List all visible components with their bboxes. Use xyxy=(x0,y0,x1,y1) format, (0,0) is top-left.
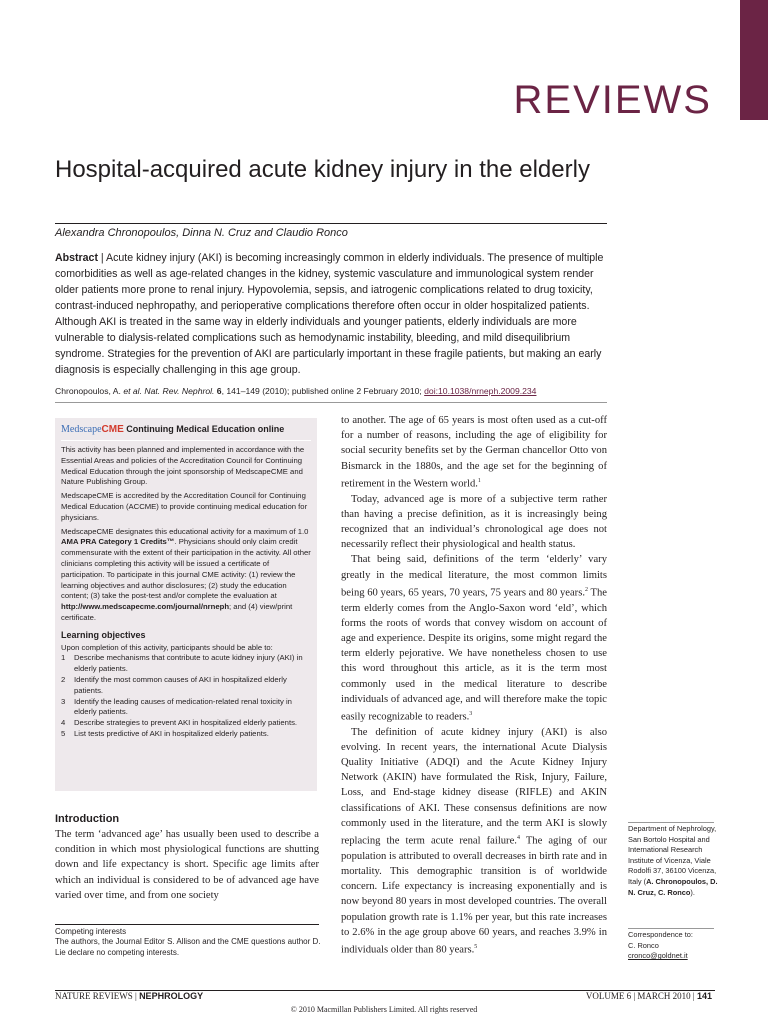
medscape-logo: Medscape xyxy=(61,424,102,435)
body-paragraph: Today, advanced age is more of a subjective term rather than having a precise definition, as it is increasingly being recognized that an individual’s chronological age does not necessarily reflect their physiological and health status. xyxy=(341,493,607,551)
list-item: 5 List tests predictive of AKI in hospitalized elderly patients. xyxy=(61,728,269,738)
copyright: © 2010 Macmillan Publishers Limited. All rights reserved xyxy=(290,1005,478,1014)
reference-marker[interactable]: 1 xyxy=(477,477,481,484)
correspondence-name: C. Ronco xyxy=(628,940,659,950)
learning-objectives-list xyxy=(61,653,313,739)
body-column-2 xyxy=(341,413,607,958)
section-color-bar xyxy=(740,0,768,120)
affiliation: Department of Nephrology, San Bortolo Hospital and International Research Institute of Vicenza, Viale Rodolfi 37, 36100 Vicenza, Italy (A. Chronopoulos, D. N. Cruz, C. Ronco). xyxy=(628,824,718,897)
reference-marker[interactable]: 2 xyxy=(585,586,588,593)
citation: Chronopoulos, A. et al. Nat. Rev. Nephrol. 6, 141–149 (2010); published online 2 February 2010; doi:10.1038/nrneph.2009.234 xyxy=(55,386,537,396)
article-title: Hospital-acquired acute kidney injury in the elderly xyxy=(55,156,590,183)
correspondence-label: Correspondence to: xyxy=(628,930,693,939)
reference-marker[interactable]: 5 xyxy=(474,944,478,951)
cme-url[interactable]: http://www.medscapecme.com/journal/nrneph xyxy=(61,602,230,612)
body-paragraph: That being said, definitions of the term ‘elderly’ vary greatly in the medical literature, the most common limits being 60 years, 65 years, 70 years, 75 years and 80 years.$^2$ The term elderly comes from the Anglo-Saxon word ‘eld’, which forms the roots of words that convey wisdom on account of age and experience. Despite its origins, some might regard the term elderly pejorative. We have nonetheless chosen to use this word throughout this article, as it is the term most commonly used in the medical literature to describe individuals of advanced age, and will therefore make the topic easily recognizable to readers.$^3$ xyxy=(341,554,607,723)
competing-interests-text: The authors, the Journal Editor S. Allison and the CME questions author D. Lie declare no competing interests. xyxy=(55,937,321,957)
learning-objectives-intro: Upon completion of this activity, participants should be able to: xyxy=(61,642,273,652)
abstract-text: Acute kidney injury (AKI) is becoming increasingly common in elderly individuals. The presence of multiple comorbidities as well as age-related changes in the kidney, systemic vasculature and immunological system render older patients more prone to renal injury. Hypovolemia, sepsis, and iatrogenic complications related to drug toxicity, contrast-induced nephropathy, and perioperative complications therefore often occur in older hospitalized patients. Although AKI is treated in the same way in elderly individuals and younger patients, elderly individuals are more vulnerable to dialysis-related complications such as hemodynamic instability, bleeding, and mild disequilibrium syndrome. Strategies for the prevention of AKI are particularly important in these fragile patients, but making an early diagnosis is especially challenging in this age group. xyxy=(55,252,604,376)
introduction-heading: Introduction xyxy=(55,813,120,825)
body-paragraph: The definition of acute kidney injury (AKI) is also evolving. In recent years, the international Acute Dialysis Quality Initiative (ADQI) and the Acute Kidney Injury Network (AKIN) have formulated the Risk, Injury, Failure, Loss, and End-stage kidney disease (RIFLE) and AKIN classifications of AKI. These consensus definitions are now commonly used in the literature, and the term AKI is slowly replacing the term acute renal failure.$^4$ The aging of our population is attributed to overall decreases in birth rate and in mortality. This demographic transition is of worldwide concern. Life expectancy is increasing exponentially and is now beyond 80 years in most developed countries. The overall population growth rate is 1.1% per year, but this rate increases to 2.6% in the age group above 60 years, and reaches 3.9% in individuals older than 80 years.$^5$ xyxy=(341,726,607,956)
cme-body xyxy=(61,445,313,740)
page-number: 141 xyxy=(696,991,712,1001)
cme-title: Continuing Medical Education online xyxy=(126,424,285,434)
introduction-text: The term ‘advanced age’ has usually been used to describe a condition in which most physiological functions are shutting down and life expectancy is short. Specific age limits after which an individual is considered to be of advanced age have varied over time, and from one society xyxy=(55,829,319,901)
cme-divider xyxy=(61,440,311,441)
competing-interests-heading: Competing interests xyxy=(55,927,127,936)
list-item: 2 Identify the most common causes of AKI in hospitalized elderly patients. xyxy=(61,674,287,695)
cme-paragraph: MedscapeCME designates this educational activity for a maximum of 1.0 AMA PRA Category 1 Credits™. Physicians should only claim credit commensurate with the extent of their participation in the activity. All other clinicians completing this activity will be issued a certificate of participation. To participate in this journal CME activity: (1) review the learning objectives and author disclosures; (2) study the education content; (3) take the post-test and/or complete the evaluation at http://www.medscapecme.com/journal/nrneph; and (4) view/print certificate. xyxy=(61,526,311,622)
section-label: REVIEWS xyxy=(513,78,712,122)
reference-marker[interactable]: 3 xyxy=(469,710,473,717)
cme-paragraph: This activity has been planned and implemented in accordance with the Essential Areas and policies of the Accreditation Council for Continuing Medical Education through the joint sponsorship of MedscapeCME and Nature Publishing Group. xyxy=(61,445,305,487)
abstract: Abstract | Acute kidney injury (AKI) is becoming increasingly common in elderly individuals. The presence of multiple comorbidities as well as age-related changes in the kidney, systemic vasculature and immunological system render older patients more prone to renal injury. Hypovolemia, sepsis, and iatrogenic complications related to drug toxicity, contrast-induced nephropathy, and perioperative complications therefore often occur in older hospitalized patients. Although AKI is treated in the same way in elderly individuals and younger patients, elderly individuals are more vulnerable to dialysis-related complications such as hemodynamic instability, bleeding, and mild disequilibrium syndrome. Strategies for the prevention of AKI are particularly important in these fragile patients, but making an early diagnosis is especially challenging in this age group. xyxy=(55,252,604,376)
cme-paragraph: MedscapeCME is accredited by the Accreditation Council for Continuing Medical Education (ACCME) to provide continuing medical education for physicians. xyxy=(61,491,308,522)
correspondence-email[interactable]: cronco@goldnet.it xyxy=(628,951,688,961)
correspondence-rule xyxy=(628,928,714,929)
title-rule xyxy=(55,223,607,224)
footer-journal: NATURE REVIEWS | NEPHROLOGY xyxy=(55,991,204,1001)
correspondence xyxy=(628,930,718,962)
cme-logo: CME xyxy=(101,424,124,435)
reference-marker[interactable]: 4 xyxy=(516,835,520,842)
list-item: 4 Describe strategies to prevent AKI in hospitalized elderly patients. xyxy=(61,718,298,728)
doi-link[interactable]: doi:10.1038/nrneph.2009.234 xyxy=(424,386,537,396)
body-paragraph: to another. The age of 65 years is most often used as a cut-off for a number of reasons, including the age of eligibility for social security benefits set by the German chancellor Otto von Bismarck in the 1880s, and the age set for the beginning of retirement in the Western world.$^1$ xyxy=(341,415,607,490)
abstract-label: Abstract xyxy=(55,252,98,264)
list-item: 3 Identify the leading causes of medication-related renal toxicity in elderly patients. xyxy=(61,696,292,717)
footer-volume-info: VOLUME 6 | MARCH 2010 | 141 xyxy=(585,991,712,1001)
cme-box xyxy=(55,418,317,791)
learning-objectives-heading: Learning objectives xyxy=(61,629,146,640)
list-item: 1 Describe mechanisms that contribute to acute kidney injury (AKI) in elderly patients. xyxy=(61,653,303,674)
affiliation-rule xyxy=(628,822,714,823)
author-list: Alexandra Chronopoulos, Dinna N. Cruz and Claudio Ronco xyxy=(55,227,348,239)
citation-rule xyxy=(55,402,607,403)
cme-header xyxy=(61,424,284,435)
affiliation-authors: A. Chronopoulos, D. N. Cruz, C. Ronco xyxy=(628,876,718,897)
competing-interests-rule xyxy=(55,924,319,925)
